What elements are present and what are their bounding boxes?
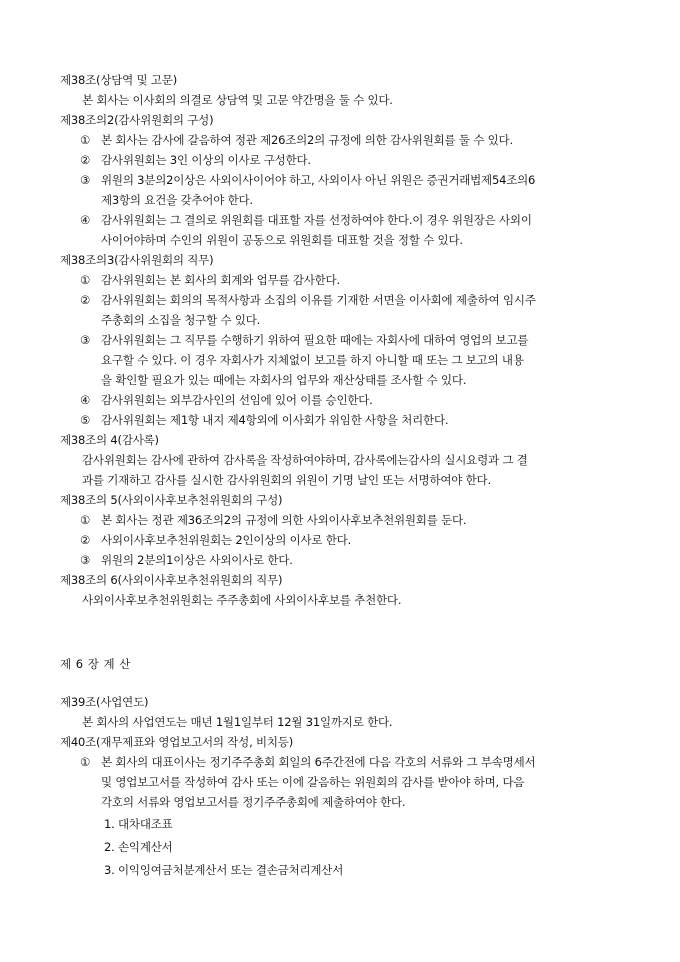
item-continuation (0, 772, 680, 792)
body-paragraph (0, 470, 680, 490)
line-text: 감사위원회는 외부감사인의 선임에 있어 이를 승인한다. (101, 393, 373, 407)
article-heading (0, 430, 680, 450)
line-text: 제3항의 요건을 갖추어야 한다. (101, 193, 253, 207)
numbered-item (0, 510, 680, 530)
article-heading (0, 732, 680, 752)
line-text: 감사위원회는 그 직무를 수행하기 위하여 필요한 때에는 자회사에 대하여 영업의 보고를 (101, 333, 529, 347)
line-text: 사외이사후보추천위원회는 주주총회에 사외이사후보를 추천한다. (82, 593, 402, 607)
line-text: 감사위원회는 3인 이상의 이사로 구성한다. (101, 153, 311, 167)
article-heading (0, 490, 680, 510)
line-text: 제 6 장 계 산 (60, 657, 131, 671)
numbered-item (0, 550, 680, 570)
article-heading (0, 110, 680, 130)
article-heading (0, 692, 680, 712)
numbered-item (0, 530, 680, 550)
line-text: 본 회사의 대표이사는 정기주주총회 회일의 6주간전에 다음 각호의 서류와 그 부속명세서 (101, 755, 536, 769)
chapter-heading (0, 654, 680, 674)
numbered-item (0, 210, 680, 230)
item-continuation (0, 370, 680, 390)
line-text: 1. 대차대조표 (104, 817, 173, 831)
line-text: 각호의 서류와 영업보고서를 정기주주총회에 제출하여야 한다. (101, 795, 406, 809)
numbered-item (0, 170, 680, 190)
line-text: 사이어야하며 수인의 위원이 공동으로 위원회를 대표할 것을 정할 수 있다. (101, 233, 463, 247)
line-text: 제38조의 6(사외이사후보추천위원회의 직무) (60, 573, 283, 587)
numbered-item (0, 390, 680, 410)
item-continuation (0, 310, 680, 330)
numbered-item (0, 290, 680, 310)
line-text: 을 확인할 필요가 있는 때에는 자회사의 업무와 재산상태를 조사할 수 있다. (101, 373, 467, 387)
item-number: ③ (80, 173, 91, 187)
article-heading (0, 250, 680, 270)
sub-list-item (0, 860, 680, 880)
line-text: 본 회사는 감사에 갈음하여 정관 제26조의2의 규정에 의한 감사위원회를 둘 수 있다. (101, 133, 513, 147)
sub-list-item (0, 814, 680, 834)
item-number: ① (80, 273, 91, 287)
item-number: ① (80, 513, 91, 527)
item-continuation (0, 792, 680, 812)
numbered-item (0, 270, 680, 290)
body-paragraph (0, 712, 680, 732)
article-heading (0, 570, 680, 590)
line-text: 및 영업보고서를 작성하여 감사 또는 이에 갈음하는 위원회의 감사를 받아야 하며, 다음 (101, 775, 525, 789)
item-number: ① (80, 133, 91, 147)
line-text: 제40조(재무제표와 영업보고서의 작성, 비치등) (60, 735, 293, 749)
item-number: ③ (80, 333, 91, 347)
item-continuation (0, 190, 680, 210)
item-continuation (0, 350, 680, 370)
line-text: 요구할 수 있다. 이 경우 자회사가 지체없이 보고를 하지 아니할 때 또는 그 보고의 내용 (101, 353, 524, 367)
line-text: 제38조(상담역 및 고문) (60, 73, 177, 87)
line-text: 본 회사의 사업연도는 매년 1월1일부터 12월 31일까지로 한다. (82, 715, 393, 729)
body-paragraph (0, 90, 680, 110)
line-text: 본 회사는 정관 제36조의2의 규정에 의한 사외이사후보추천위원회를 둔다. (101, 513, 467, 527)
numbered-item (0, 410, 680, 430)
item-number: ④ (80, 213, 91, 227)
line-text: 감사위원회는 그 결의로 위원회를 대표할 자를 선정하여야 한다.이 경우 위원장은 사외이 (101, 213, 532, 227)
line-text: 위원의 3분의2이상은 사외이사이어야 하고, 사외이사 아닌 위원은 증권거래법제54조의6 (101, 173, 536, 187)
line-text: 위원의 2분의1이상은 사외이사로 한다. (101, 553, 293, 567)
numbered-item (0, 752, 680, 772)
item-number: ② (80, 533, 91, 547)
line-text: 제38조의 4(감사록) (60, 433, 159, 447)
numbered-item (0, 330, 680, 350)
line-text: 감사위원회는 감사에 관하여 감사록을 작성하여야하며, 감사록에는감사의 실시요령과 그 결 (82, 453, 528, 467)
line-text: 주총회의 소집을 청구할 수 있다. (101, 313, 261, 327)
line-text: 제39조(사업연도) (60, 695, 149, 709)
article-heading (0, 70, 680, 90)
item-number: ④ (80, 393, 91, 407)
numbered-item (0, 130, 680, 150)
item-number: ② (80, 153, 91, 167)
item-number: ③ (80, 553, 91, 567)
item-number: ① (80, 755, 91, 769)
item-continuation (0, 230, 680, 250)
line-text: 본 회사는 이사회의 의결로 상담역 및 고문 약간명을 둘 수 있다. (82, 93, 393, 107)
line-text: 과를 기재하고 감사를 실시한 감사위원회의 위원이 기명 날인 또는 서명하여야 한다. (82, 473, 491, 487)
body-paragraph (0, 450, 680, 470)
line-text: 제38조의2(감사위원회의 구성) (60, 113, 214, 127)
numbered-item (0, 150, 680, 170)
line-text: 감사위원회는 본 회사의 회계와 업무를 감사한다. (101, 273, 340, 287)
sub-list-item (0, 837, 680, 857)
line-text: 감사위원회는 제1항 내지 제4항외에 이사회가 위임한 사항을 처리한다. (101, 413, 449, 427)
body-paragraph (0, 590, 680, 610)
line-text: 제38조의 5(사외이사후보추천위원회의 구성) (60, 493, 283, 507)
line-text: 2. 손익계산서 (104, 840, 173, 854)
line-text: 3. 이익잉여금처분계산서 또는 결손금처리계산서 (104, 863, 344, 877)
line-text: 사외이사후보추천위원회는 2인이상의 이사로 한다. (101, 533, 352, 547)
item-number: ⑤ (80, 413, 91, 427)
item-number: ② (80, 293, 91, 307)
line-text: 제38조의3(감사위원회의 직무) (60, 253, 214, 267)
line-text: 감사위원회는 회의의 목적사항과 소집의 이유를 기재한 서면을 이사회에 제출하여 임시주 (101, 293, 536, 307)
